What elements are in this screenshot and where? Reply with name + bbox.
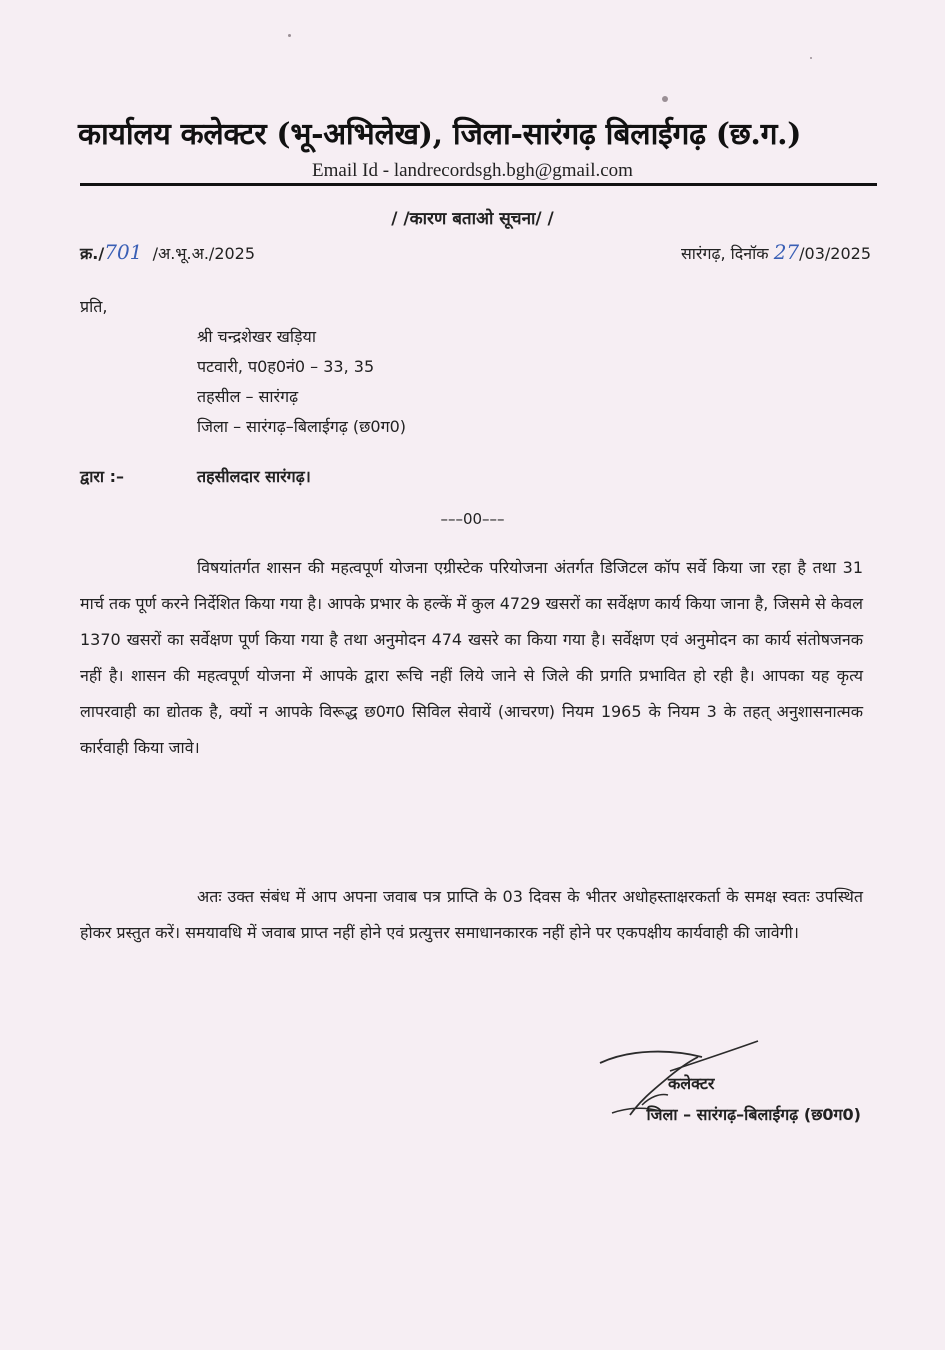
header-rule	[80, 183, 877, 186]
reference-number	[80, 240, 255, 264]
date-suffix: /03/2025	[799, 244, 871, 263]
via-value: तहसीलदार सारंगढ़।	[197, 467, 311, 486]
reference-suffix: /अ.भू.अ./2025	[152, 244, 256, 263]
reference-prefix: क्र./	[80, 244, 105, 263]
section-divider: –––00–––	[440, 510, 505, 528]
recipient-tehsil: तहसील – सारंगढ़	[197, 387, 299, 406]
recipient-designation: पटवारी, प0ह0नं0 – 33, 35	[197, 357, 375, 376]
recipient-address	[197, 322, 406, 442]
salutation: प्रति,	[80, 297, 108, 316]
reference-handwritten-number: 701	[104, 240, 143, 264]
via-label: द्वारा :–	[80, 467, 125, 486]
paper-speck	[662, 96, 668, 102]
signatory-title: कलेक्टर	[668, 1074, 715, 1093]
recipient-name: श्री चन्द्रशेखर खड़िया	[197, 327, 316, 346]
paper-speck	[288, 34, 291, 37]
recipient-district: जिला – सारंगढ़–बिलाईगढ़ (छ0ग0)	[197, 417, 406, 436]
notice-title: / /कारण बताओ सूचना/ /	[391, 209, 554, 229]
body-paragraph-1: विषयांतर्गत शासन की महत्वपूर्ण योजना एग्रीस्टेक परियोजना अंतर्गत डिजिटल कॉप सर्वे किया जा रहा है तथा 31 मार्च तक पूर्ण करने निर्देशित किया गया है। आपके प्रभार के हल्कें में कुल 4729 खसरों का सर्वेक्षण कार्य किया जाना है, जिसमे से केवल 1370 खसरों का सर्वेक्षण पूर्ण किया गया है तथा अनुमोदन 474 खसरे का किया गया है। सर्वेक्षण एवं अनुमोदन का कार्य संतोषजनक नहीं है। शासन की महत्वपूर्ण योजना में आपके द्वारा रूचि नहीं लिये जाने से जिले की प्रगति प्रभावित हो रही है। आपका यह कृत्य लापरवाही का द्योतक है, क्यों न आपके विरूद्ध छ0ग0 सिविल सेवायें (आचरण) नियम 1965 के नियम 3 के तहत् अनुशासनात्मक कार्रवाही किया जावे।	[80, 558, 863, 757]
paper-speck	[810, 57, 812, 59]
date-prefix: सारंगढ़, दिनॉक	[680, 244, 769, 263]
office-title: कार्यालय कलेक्टर (भू-अभिलेख), जिला-सारंगढ़ बिलाईगढ़ (छ.ग.)	[78, 117, 802, 152]
office-email: Email Id - landrecordsgh.bgh@gmail.com	[312, 160, 633, 181]
signatory-district: जिला – सारंगढ़–बिलाईगढ़ (छ0ग0)	[646, 1105, 861, 1124]
body-paragraph-2: अतः उक्त संबंध में आप अपना जवाब पत्र प्राप्ति के 03 दिवस के भीतर अधोहस्ताक्षरकर्ता के समक्ष स्वतः उपस्थित होकर प्रस्तुत करें। समयावधि में जवाब प्राप्त नहीं होने एवं प्रत्युत्तर समाधानकारक नहीं होने पर एकपक्षीय कार्यवाही की जावेगी।	[80, 887, 863, 942]
date-handwritten-day: 27	[773, 240, 800, 264]
letter-date	[681, 240, 871, 264]
